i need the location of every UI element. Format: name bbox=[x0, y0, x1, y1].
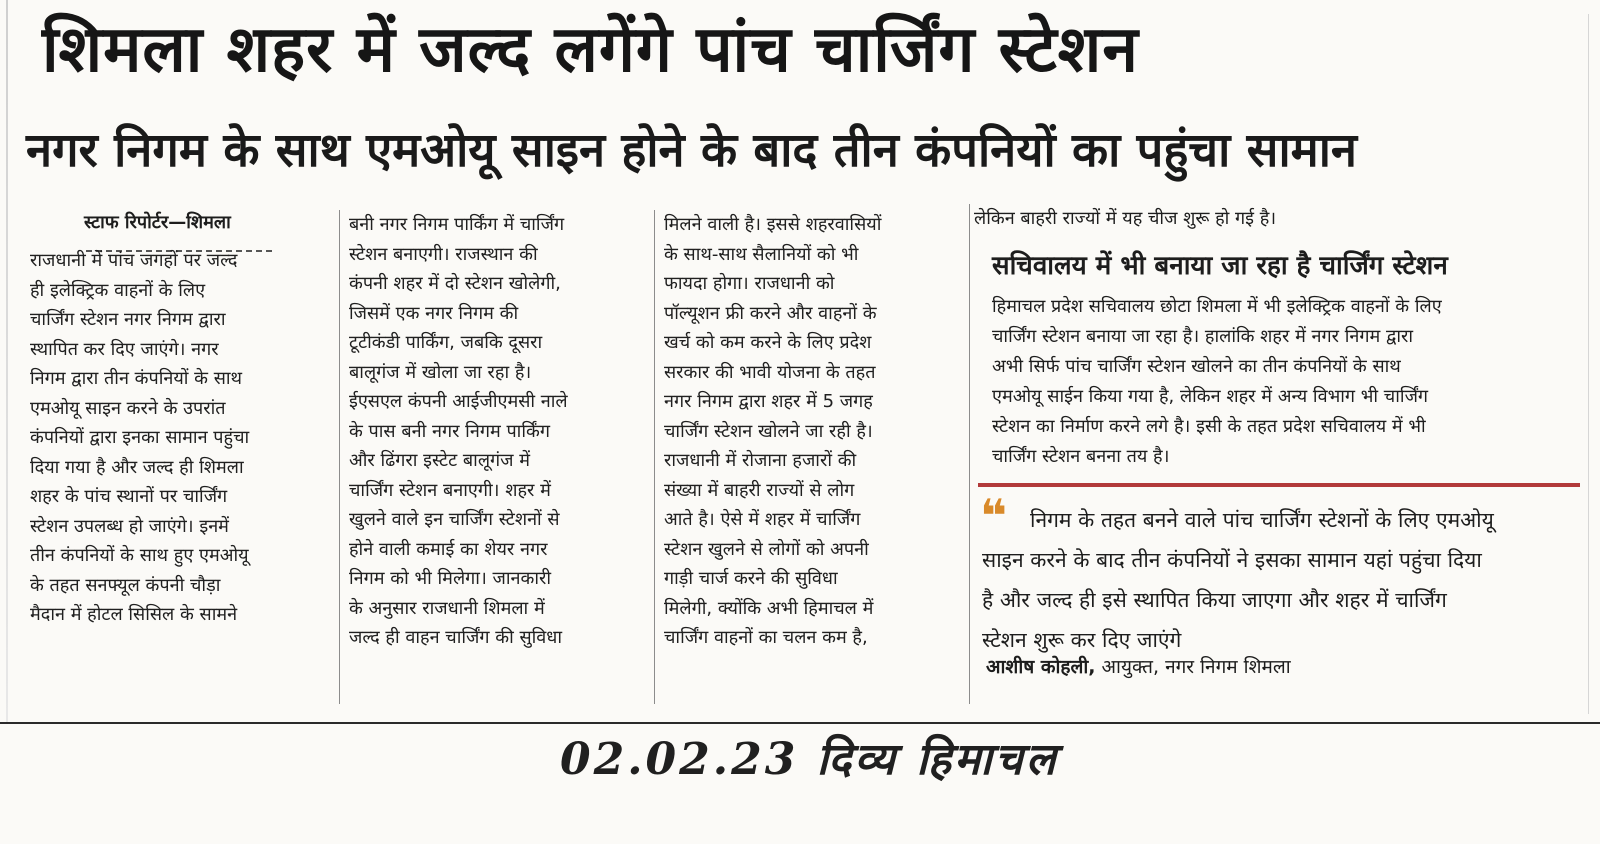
column-line: के पास बनी नगर निगम पार्किंग bbox=[349, 420, 550, 442]
clipping-right-edge bbox=[1588, 14, 1589, 714]
box-line: स्टेशन का निर्माण करने लगे है। इसी के तहत प्रदेश सचिवालय में भी bbox=[992, 416, 1426, 437]
box-line: एमओयू साईन किया गया है, लेकिन शहर में अन्य विभाग भी चार्जिंग bbox=[992, 386, 1429, 407]
attribution-name: आशीष कोहली, bbox=[986, 656, 1096, 678]
column-line: राजधानी में पांच जगहों पर जल्द bbox=[30, 250, 238, 271]
page-bottom-divider bbox=[0, 722, 1600, 724]
column-line: स्टेशन उपलब्ध हो जाएंगे। इनमें bbox=[30, 515, 229, 537]
column-line: निगम को भी मिलेगा। जानकारी bbox=[349, 568, 552, 589]
article-column-2 bbox=[349, 210, 645, 653]
column-line: चार्जिंग वाहनों का चलन कम है, bbox=[664, 627, 868, 648]
quote-mark-icon: ❝ bbox=[980, 489, 1007, 543]
column-line: चार्जिंग स्टेशन नगर निगम द्वारा bbox=[30, 309, 226, 330]
subheadline: नगर निगम के साथ एमओयू साइन होने के बाद तीन कंपनियों का पहुंचा सामान bbox=[26, 123, 1357, 178]
column-line: मैदान में होटल सिसिल के सामने bbox=[30, 604, 238, 625]
column-line: एमओयू साइन करने के उपरांत bbox=[30, 397, 226, 419]
column-line: चार्जिंग स्टेशन बनाएगी। शहर में bbox=[349, 479, 551, 501]
quote-line: निगम के तहत बनने वाले पांच चार्जिंग स्टेशनों के लिए एमओयू bbox=[1030, 508, 1494, 532]
column-line: खर्च को कम करने के लिए प्रदेश bbox=[664, 332, 872, 353]
column-line: के अनुसार राजधानी शिमला में bbox=[349, 597, 545, 619]
quote-attribution bbox=[986, 652, 1291, 682]
column-line: बनी नगर निगम पार्किंग में चार्जिंग bbox=[349, 214, 565, 235]
sidebar-box-body bbox=[992, 292, 1572, 472]
column-line: शहर के पांच स्थानों पर चार्जिंग bbox=[30, 486, 228, 507]
column-line: निगम द्वारा तीन कंपनियों के साथ bbox=[30, 368, 243, 389]
box-line: चार्जिंग स्टेशन बनाया जा रहा है। हालांकि शहर में नगर निगम द्वारा bbox=[992, 326, 1414, 347]
column-line: चार्जिंग स्टेशन खोलने जा रही है। bbox=[664, 420, 873, 442]
column-line: खुलने वाले इन चार्जिंग स्टेशनों से bbox=[349, 509, 560, 530]
column-line: दिया गया है और जल्द ही शिमला bbox=[30, 456, 244, 478]
sidebar-box-title: सचिवालय में भी बनाया जा रहा है चार्जिंग स्टेशन bbox=[992, 251, 1448, 281]
column-line: सरकार की भावी योजना के तहत bbox=[664, 361, 876, 383]
box-line: चार्जिंग स्टेशन बनना तय है। bbox=[992, 446, 1170, 467]
column-line: तीन कंपनियों के साथ हुए एमओयू bbox=[30, 545, 249, 566]
column-divider bbox=[654, 210, 655, 704]
handwritten-date-source: 02.02.23 दिव्य हिमाचल bbox=[560, 734, 1059, 785]
column-line: स्टेशन खुलने से लोगों को अपनी bbox=[664, 538, 869, 560]
column-line: जल्द ही वाहन चार्जिंग की सुविधा bbox=[349, 627, 563, 648]
column-line: मिलेगी, क्योंकि अभी हिमाचल में bbox=[664, 597, 874, 619]
quote-line: है और जल्द ही इसे स्थापित किया जाएगा और शहर में चार्जिंग bbox=[982, 588, 1447, 612]
column-divider bbox=[339, 210, 340, 704]
headline: शिमला शहर में जल्द लगेंगे पांच चार्जिंग स्टेशन bbox=[42, 13, 1139, 87]
column-line: होने वाली कमाई का शेयर नगर bbox=[349, 538, 548, 560]
column-line: फायदा होगा। राजधानी को bbox=[664, 273, 835, 294]
column-line: नगर निगम द्वारा शहर में 5 जगह bbox=[664, 391, 873, 412]
column-line: बालूगंज में खोला जा रहा है। bbox=[349, 361, 532, 383]
column-line: आते है। ऐसे में शहर में चार्जिंग bbox=[664, 509, 861, 530]
column-line: राजधानी में रोजाना हजारों की bbox=[664, 450, 857, 471]
column-line: के साथ-साथ सैलानियों को भी bbox=[664, 243, 859, 265]
clipping-left-edge bbox=[6, 0, 8, 724]
article-column-4-text: लेकिन बाहरी राज्यों में यह चीज शुरू हो गई है। bbox=[974, 208, 1277, 229]
column-line: स्टेशन बनाएगी। राजस्थान की bbox=[349, 243, 538, 265]
box-line: हिमाचल प्रदेश सचिवालय छोटा शिमला में भी इलेक्ट्रिक वाहनों के लिए bbox=[992, 296, 1442, 317]
column-line: जिसमें एक नगर निगम की bbox=[349, 302, 519, 324]
column-line: टूटीकंडी पार्किंग, जबकि दूसरा bbox=[349, 332, 543, 353]
attribution-title: आयुक्त, नगर निगम शिमला bbox=[1101, 656, 1291, 678]
column-line: मिलने वाली है। इससे शहरवासियों bbox=[664, 214, 882, 235]
column-line: गाड़ी चार्ज करने की सुविधा bbox=[664, 568, 838, 589]
box-line: अभी सिर्फ पांच चार्जिंग स्टेशन खोलने का तीन कंपनियों के साथ bbox=[992, 356, 1401, 377]
quote-line: साइन करने के बाद तीन कंपनियों ने इसका सामान यहां पहुंचा दिया bbox=[982, 548, 1482, 572]
column-line: ईएसएल कंपनी आईजीएमसी नाले bbox=[349, 391, 568, 412]
column-line: ही इलेक्ट्रिक वाहनों के लिए bbox=[30, 279, 206, 301]
byline: स्टाफ रिपोर्टर—शिमला bbox=[84, 212, 231, 233]
column-line: के तहत सनफ्यूल कंपनी चौड़ा bbox=[30, 574, 221, 596]
article-column-1 bbox=[30, 246, 330, 630]
column-line: कंपनी शहर में दो स्टेशन खोलेगी, bbox=[349, 273, 561, 294]
quote-divider bbox=[978, 483, 1580, 487]
pull-quote bbox=[982, 500, 1582, 660]
column-line: पॉल्यूशन फ्री करने और वाहनों के bbox=[664, 302, 877, 324]
column-line: और ढिंगरा इस्टेट बालूगंज में bbox=[349, 450, 530, 471]
column-line: स्थापित कर दिए जाएंगे। नगर bbox=[30, 338, 219, 360]
quote-line: स्टेशन शुरू कर दिए जाएंगे bbox=[982, 628, 1182, 652]
column-divider bbox=[969, 204, 970, 704]
article-column-3 bbox=[664, 210, 960, 653]
column-line: कंपनियों द्वारा इनका सामान पहुंचा bbox=[30, 427, 250, 448]
column-line: संख्या में बाहरी राज्यों से लोग bbox=[664, 479, 855, 501]
